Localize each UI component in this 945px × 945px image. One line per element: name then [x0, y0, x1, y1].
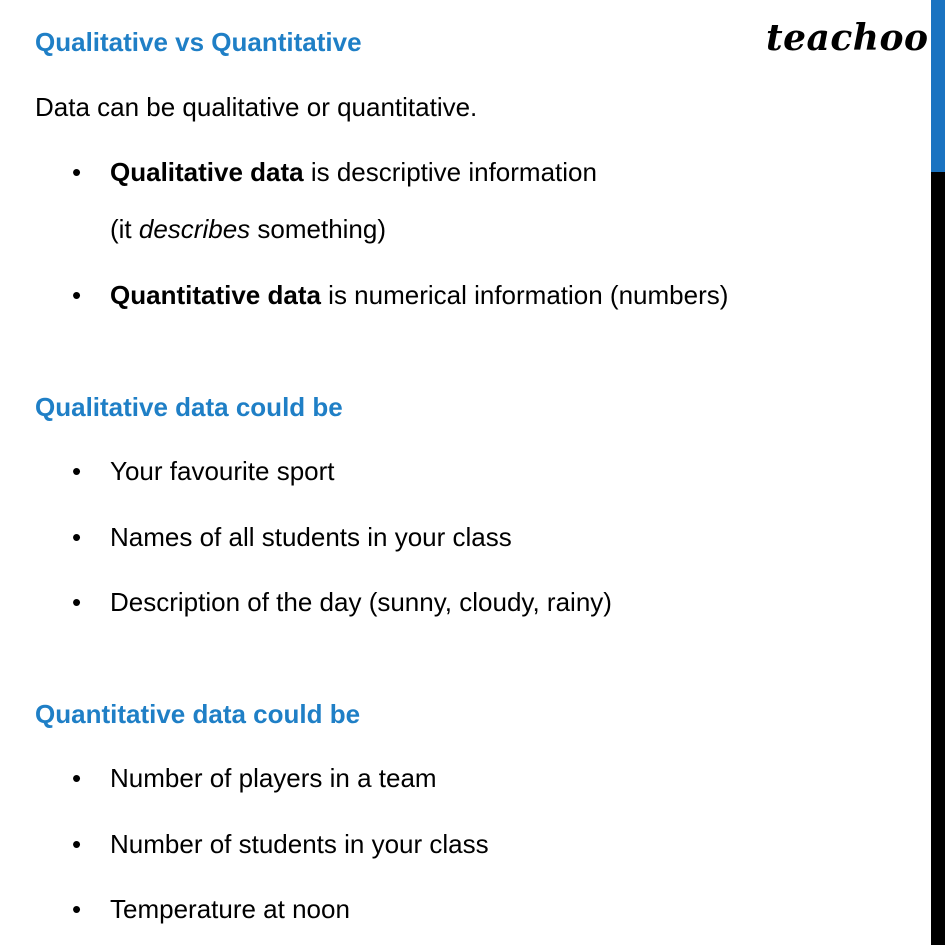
note-emphasis: describes — [138, 214, 251, 244]
page-title: Qualitative vs Quantitative — [35, 27, 362, 57]
qualitative-definition-note — [110, 213, 386, 245]
right-sidebar — [931, 0, 945, 945]
qualitative-definition — [110, 156, 597, 188]
quantitative-term: Quantitative data — [110, 280, 321, 310]
list-item: Your favourite sport — [110, 456, 335, 486]
quantitative-definition — [110, 279, 728, 311]
list-item: Description of the day (sunny, cloudy, rainy) — [110, 587, 612, 617]
bullet-icon: • — [72, 522, 82, 552]
teachoo-logo: teachoo — [766, 17, 929, 59]
list-item: Number of players in a team — [110, 763, 437, 793]
qualitative-heading: Qualitative data could be — [35, 392, 343, 422]
bullet-icon: • — [72, 763, 82, 793]
bullet-icon: • — [72, 280, 82, 310]
note-close: something) — [250, 214, 387, 244]
bullet-icon: • — [72, 456, 82, 486]
list-item: Names of all students in your class — [110, 522, 512, 552]
bullet-icon: • — [72, 894, 82, 924]
bullet-icon: • — [72, 587, 82, 617]
list-item: Number of students in your class — [110, 829, 489, 859]
intro-text: Data can be qualitative or quantitative. — [35, 92, 478, 122]
qualitative-term: Qualitative data — [110, 157, 304, 187]
quantitative-definition-text: is numerical information (numbers) — [320, 280, 729, 310]
list-item: Temperature at noon — [110, 894, 350, 924]
quantitative-heading: Quantitative data could be — [35, 699, 361, 729]
bullet-icon: • — [72, 157, 82, 187]
bullet-icon: • — [72, 829, 82, 859]
qualitative-definition-text: is descriptive information — [303, 157, 597, 187]
note-open: (it — [110, 214, 139, 244]
sidebar-accent-bar — [931, 0, 945, 172]
